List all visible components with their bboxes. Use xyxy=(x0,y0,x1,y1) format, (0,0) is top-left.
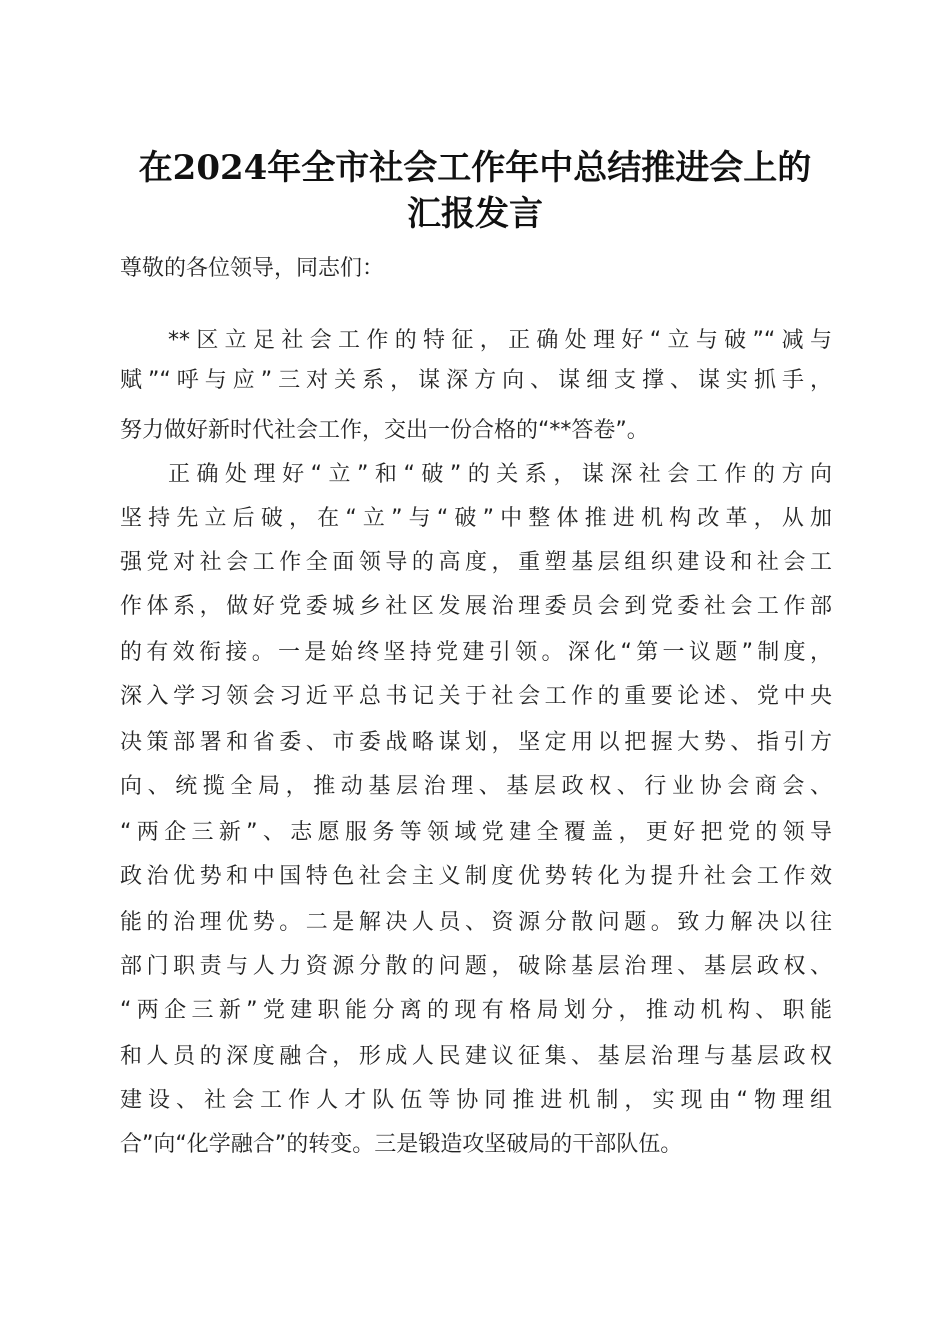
paragraph-line: 的有效衔接。一是始终坚持党建引领。深化“第一议题”制度， xyxy=(120,640,832,665)
paragraph-line: 合”向“化学融合”的转变。三是锻造攻坚破局的干部队伍。 xyxy=(120,1132,683,1157)
paragraph-line: 努力做好新时代社会工作，交出一份合格的“**答卷”。 xyxy=(120,418,649,443)
paragraph-line: “两企三新”党建职能分离的现有格局划分，推动机构、职能 xyxy=(120,998,832,1023)
salutation: 尊敬的各位领导，同志们： xyxy=(120,256,385,281)
paragraph-line: 决策部署和省委、市委战略谋划，坚定用以把握大势、指引方 xyxy=(120,730,832,755)
document-title-line-2: 汇报发言 xyxy=(407,194,543,234)
paragraph-line: **区立足社会工作的特征，正确处理好“立与破”“减与 xyxy=(168,328,832,353)
paragraph-line: 部门职责与人力资源分散的问题，破除基层治理、基层政权、 xyxy=(120,954,832,979)
paragraph-line: 赋”“呼与应”三对关系，谋深方向、谋细支撑、谋实抓手， xyxy=(120,368,832,393)
paragraph-line: 作体系，做好党委城乡社区发展治理委员会到党委社会工作部 xyxy=(120,594,832,619)
paragraph-line: 政治优势和中国特色社会主义制度优势转化为提升社会工作效 xyxy=(120,864,832,889)
paragraph-line: 建设、社会工作人才队伍等协同推进机制，实现由“物理组 xyxy=(120,1088,832,1113)
paragraph-line: 深入学习领会习近平总书记关于社会工作的重要论述、党中央 xyxy=(120,684,832,709)
paragraph-line: 和人员的深度融合，形成人民建议征集、基层治理与基层政权 xyxy=(120,1044,832,1069)
paragraph-line: 坚持先立后破，在“立”与“破”中整体推进机构改革，从加 xyxy=(120,506,832,531)
paragraph-line: 向、统揽全局，推动基层治理、基层政权、行业协会商会、 xyxy=(120,774,832,799)
paragraph-line: 能的治理优势。二是解决人员、资源分散问题。致力解决以往 xyxy=(120,910,832,935)
paragraph-line: “两企三新”、志愿服务等领域党建全覆盖，更好把党的领导 xyxy=(120,820,832,845)
paragraph-line: 正确处理好“立”和“破”的关系，谋深社会工作的方向 xyxy=(168,462,832,487)
paragraph-line: 强党对社会工作全面领导的高度，重塑基层组织建设和社会工 xyxy=(120,550,832,575)
document-title-line-1: 在2024年全市社会工作年中总结推进会上的 xyxy=(138,148,812,188)
